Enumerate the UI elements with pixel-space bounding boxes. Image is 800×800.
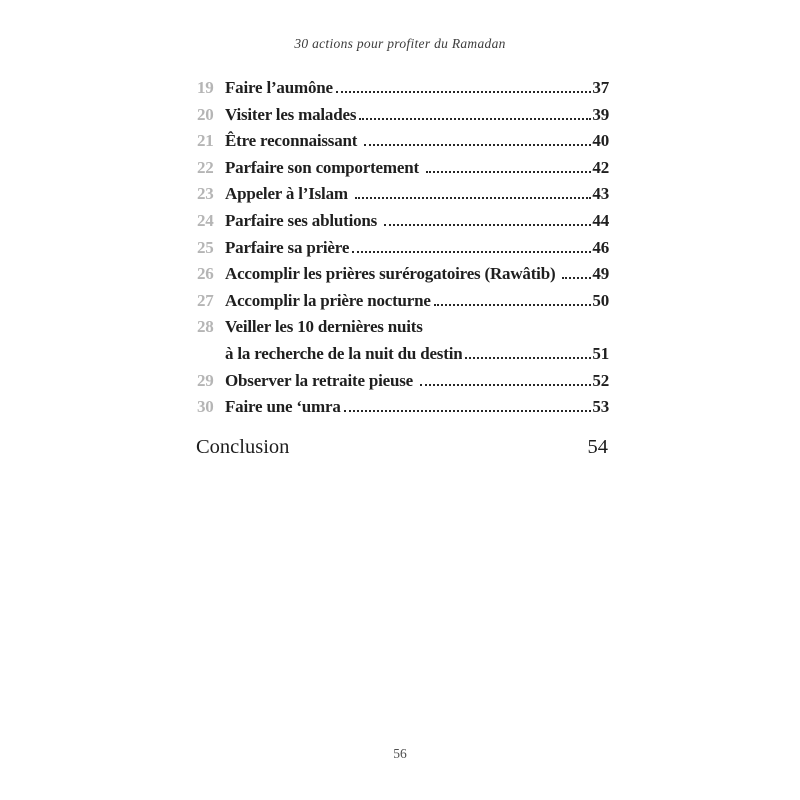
entry-title: Parfaire son comportement xyxy=(225,157,423,177)
toc-entry xyxy=(197,155,609,182)
conclusion-label: Conclusion xyxy=(196,436,290,458)
entry-number: 28 xyxy=(197,317,214,337)
toc-entry xyxy=(197,235,609,262)
toc-entry xyxy=(197,75,609,102)
entry-page: 51 xyxy=(592,343,609,363)
entry-page: 52 xyxy=(592,370,609,390)
entry-page: 44 xyxy=(592,210,609,230)
toc-list xyxy=(197,75,609,421)
dot-leader xyxy=(364,144,591,146)
entry-title: Accomplir les prières surérogatoires (Rawâtib) xyxy=(225,264,560,284)
entry-number: 21 xyxy=(197,131,214,151)
entry-number: 29 xyxy=(197,370,214,390)
entry-page: 53 xyxy=(592,397,609,417)
dot-leader xyxy=(359,118,591,120)
dot-leader xyxy=(352,251,591,253)
dot-leader xyxy=(426,171,591,173)
entry-title: Observer la retraite pieuse xyxy=(225,370,418,390)
dot-leader xyxy=(420,384,591,386)
entry-title: Accomplir la prière nocturne xyxy=(225,290,431,310)
dot-leader xyxy=(465,357,591,359)
entry-number: 26 xyxy=(197,264,214,284)
entry-number: 24 xyxy=(197,210,214,230)
conclusion-row xyxy=(196,436,608,459)
dot-leader xyxy=(336,91,592,93)
entry-title: Être reconnaissant xyxy=(225,131,362,151)
toc-entry xyxy=(197,128,609,155)
entry-number: 27 xyxy=(197,290,214,310)
dot-leader xyxy=(344,410,592,412)
toc-entry-wrap xyxy=(197,341,609,368)
toc-entry xyxy=(197,261,609,288)
dot-leader xyxy=(434,304,592,306)
toc-entry xyxy=(197,288,609,315)
entry-number: 30 xyxy=(197,397,214,417)
entry-page: 49 xyxy=(592,264,609,284)
entry-page: 40 xyxy=(592,131,609,151)
toc-entry xyxy=(197,368,609,395)
entry-page: 42 xyxy=(592,157,609,177)
toc-entry xyxy=(197,394,609,421)
dot-leader xyxy=(355,197,592,199)
entry-title: Visiter les malades xyxy=(225,104,357,124)
conclusion-page: 54 xyxy=(587,436,608,458)
toc-entry xyxy=(197,314,609,341)
entry-page: 37 xyxy=(592,78,609,97)
entry-title: Faire l’aumône xyxy=(225,78,333,97)
entry-title: Parfaire ses ablutions xyxy=(225,210,382,230)
entry-number: 25 xyxy=(197,237,214,257)
entry-number: 22 xyxy=(197,157,214,177)
dot-leader xyxy=(384,224,591,226)
entry-page: 39 xyxy=(592,104,609,124)
entry-title: Veiller les 10 dernières nuits xyxy=(225,317,423,337)
running-title: 30 actions pour profiter du Ramadan xyxy=(294,36,506,51)
entry-page: 43 xyxy=(592,184,609,204)
toc-entry xyxy=(197,102,609,129)
entry-number: 19 xyxy=(197,78,214,97)
page-number: 56 xyxy=(393,746,407,761)
entry-title: Appeler à l’Islam xyxy=(225,184,352,204)
entry-title: Parfaire sa prière xyxy=(225,237,350,257)
toc-entry xyxy=(197,208,609,235)
entry-page: 50 xyxy=(592,290,609,310)
entry-number: 20 xyxy=(197,104,214,124)
entry-title: Faire une ‘umra xyxy=(225,397,341,417)
dot-leader xyxy=(562,277,591,279)
toc-entry xyxy=(197,181,609,208)
entry-page: 46 xyxy=(592,237,609,257)
entry-number: 23 xyxy=(197,184,214,204)
entry-title-line2: à la recherche de la nuit du destin xyxy=(225,343,463,363)
